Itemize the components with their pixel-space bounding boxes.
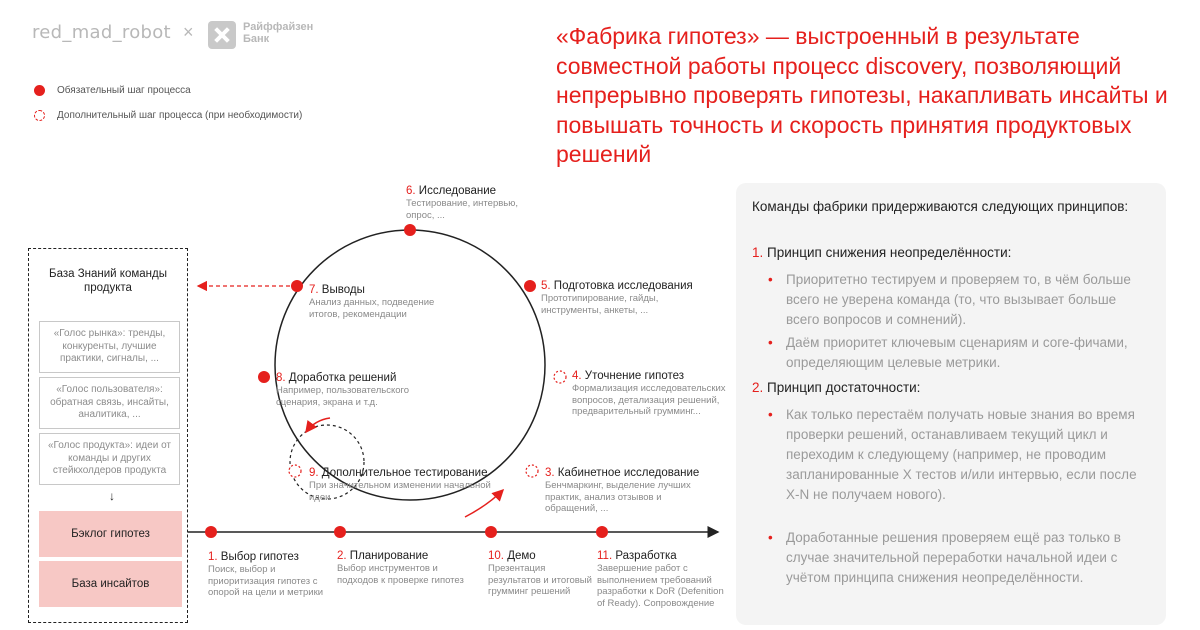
step-5 — [541, 279, 706, 316]
voice-market: «Голос рынка»: тренды, конкуренты, лучшие практики, сигналы, ... — [39, 321, 180, 373]
step-8-dot — [258, 371, 270, 383]
step-description: Выбор инструментов и подходов к проверке гипотез — [337, 563, 464, 586]
step-1 — [208, 550, 328, 599]
brand-separator: × — [183, 22, 194, 42]
headline: «Фабрика гипотез» — выстроенный в результате совместной работы процесс discovery, позволяющий непрерывно проверять гипотезы, накапливать инсайты и повышать точность и скорость принятия продуктовых решений — [556, 23, 1168, 167]
step-description: Завершение работ с выполнением требований разработки к DoR (Defenition of Ready). Сопровождение — [597, 563, 724, 609]
step-7-dot — [291, 280, 303, 292]
step-description: Презентация результатов и итоговый грумминг решений — [488, 563, 592, 597]
step-number: 11. — [597, 550, 613, 562]
step-title: Дополнительное тестирование — [321, 467, 488, 479]
principle-title: Принцип достаточности: — [767, 380, 921, 395]
principle-1-heading — [752, 245, 1011, 260]
step-number: 7. — [309, 284, 319, 296]
step-6 — [406, 184, 541, 221]
principle-1-bullet-1 — [768, 270, 1153, 330]
step-number: 8. — [276, 372, 286, 384]
red-mad-robot-logo: red_mad_robot — [32, 22, 171, 43]
principle-number: 1. — [752, 245, 764, 260]
voice-user: «Голос пользователя»: обратная связь, инсайты, аналитика, ... — [39, 377, 180, 429]
principles-panel — [736, 183, 1166, 625]
step-number: 5. — [541, 280, 551, 292]
step-6-dot — [404, 224, 416, 236]
step-4 — [572, 369, 732, 418]
step-description: Поиск, выбор и приоритизация гипотез с опорой на цели и метрики — [208, 564, 324, 598]
step-description: При значительном изменении начальной идеи — [309, 480, 491, 503]
step-number: 9. — [309, 467, 319, 479]
bank-name-line1: Райффайзен — [243, 21, 314, 33]
bank-name-line2: Банк — [243, 33, 270, 45]
step-description: Формализация исследовательских вопросов, детализация решений, предварительный грумминг... — [572, 383, 726, 417]
legend-required-label: Обязательный шаг процесса — [57, 85, 191, 96]
step-description: Тестирование, интервью, опрос, ... — [406, 198, 518, 221]
step-title: Доработка решений — [288, 372, 397, 384]
step-2 — [337, 549, 472, 586]
step-title: Планирование — [349, 550, 429, 562]
step-9-dot — [289, 465, 301, 477]
step-10-dot — [485, 526, 497, 538]
step-10 — [488, 549, 593, 598]
voice-product: «Голос продукта»: идеи от команды и других стейкхолдеров продукта — [39, 433, 180, 485]
step-1-dot — [205, 526, 217, 538]
step-3-dot — [526, 465, 538, 477]
principle-2-bullet-1 — [768, 405, 1153, 505]
step-number: 3. — [545, 467, 555, 479]
step-title: Подготовка исследования — [553, 280, 693, 292]
insights-base: База инсайтов — [39, 561, 182, 607]
principle-2-bullet-2 — [768, 528, 1153, 588]
step-title: Выбор гипотез — [220, 551, 299, 563]
step-number: 10. — [488, 550, 504, 562]
step-7 — [309, 283, 454, 320]
down-arrow-icon: ↓ — [109, 489, 115, 503]
step-title: Выводы — [321, 284, 365, 296]
step-8 — [276, 371, 441, 408]
step-9 — [309, 466, 494, 503]
step-title: Кабинетное исследование — [557, 467, 700, 479]
step-2-dot — [334, 526, 346, 538]
step-description: Анализ данных, подведение итогов, рекомендации — [309, 297, 435, 320]
step-title: Исследование — [418, 185, 497, 197]
step-11-dot — [596, 526, 608, 538]
principles-intro: Команды фабрики придерживаются следующих принципов: — [752, 199, 1129, 214]
bullet-text: • Доработанные решения проверяем ещё раз только в случае значительной переработки начальной идеи с учётом принципа снижения неопределённости. — [786, 530, 1121, 585]
step-number: 6. — [406, 185, 416, 197]
step-description: Прототипирование, гайды, инструменты, анкеты, ... — [541, 293, 659, 316]
step-title: Разработка — [615, 550, 677, 562]
knowledge-base-title: База Знаний команды продукта — [49, 268, 167, 294]
bullet-text: • Как только перестаём получать новые знания во время проверки решений, останавливаем текущий цикл и переходим к следующему (например, не проводим запланированные X тестов и/или интервью, если после X-N не получаем нового). — [786, 407, 1137, 502]
principle-title: Принцип снижения неопределённости: — [767, 245, 1012, 260]
step-11 — [597, 549, 732, 609]
bullet-text: • Приоритетно тестируем и проверяем то, в чём больше всего не уверена команда (то, что вызывает больше всего вопросов и сомнений). — [786, 272, 1131, 327]
step-description: Например, пользовательского сценария, экрана и т.д. — [276, 385, 410, 408]
step-number: 4. — [572, 370, 582, 382]
principle-number: 2. — [752, 380, 764, 395]
step-description: Бенчмаркинг, выделение лучших практик, анализ отзывов и обращений, ... — [545, 480, 691, 514]
legend-optional-label: Дополнительный шаг процесса (при необходимости) — [57, 110, 303, 121]
principle-2-heading — [752, 380, 920, 395]
step-title: Демо — [507, 550, 536, 562]
cycle-circle — [275, 230, 545, 500]
bullet-text: • Даём приоритет ключевым сценариям и соге-фичами, определяющим целевые метрики. — [786, 335, 1128, 370]
retest-loop-arrow — [306, 418, 330, 432]
principle-1-bullet-2 — [768, 333, 1153, 373]
knowledge-base-panel — [28, 248, 188, 623]
step-3 — [545, 466, 715, 515]
step-4-dot — [554, 371, 566, 383]
step-number: 1. — [208, 551, 218, 563]
hypothesis-backlog: Бэклог гипотез — [39, 511, 182, 557]
step-5-dot — [524, 280, 536, 292]
step-title: Уточнение гипотез — [584, 370, 685, 382]
step-number: 2. — [337, 550, 347, 562]
